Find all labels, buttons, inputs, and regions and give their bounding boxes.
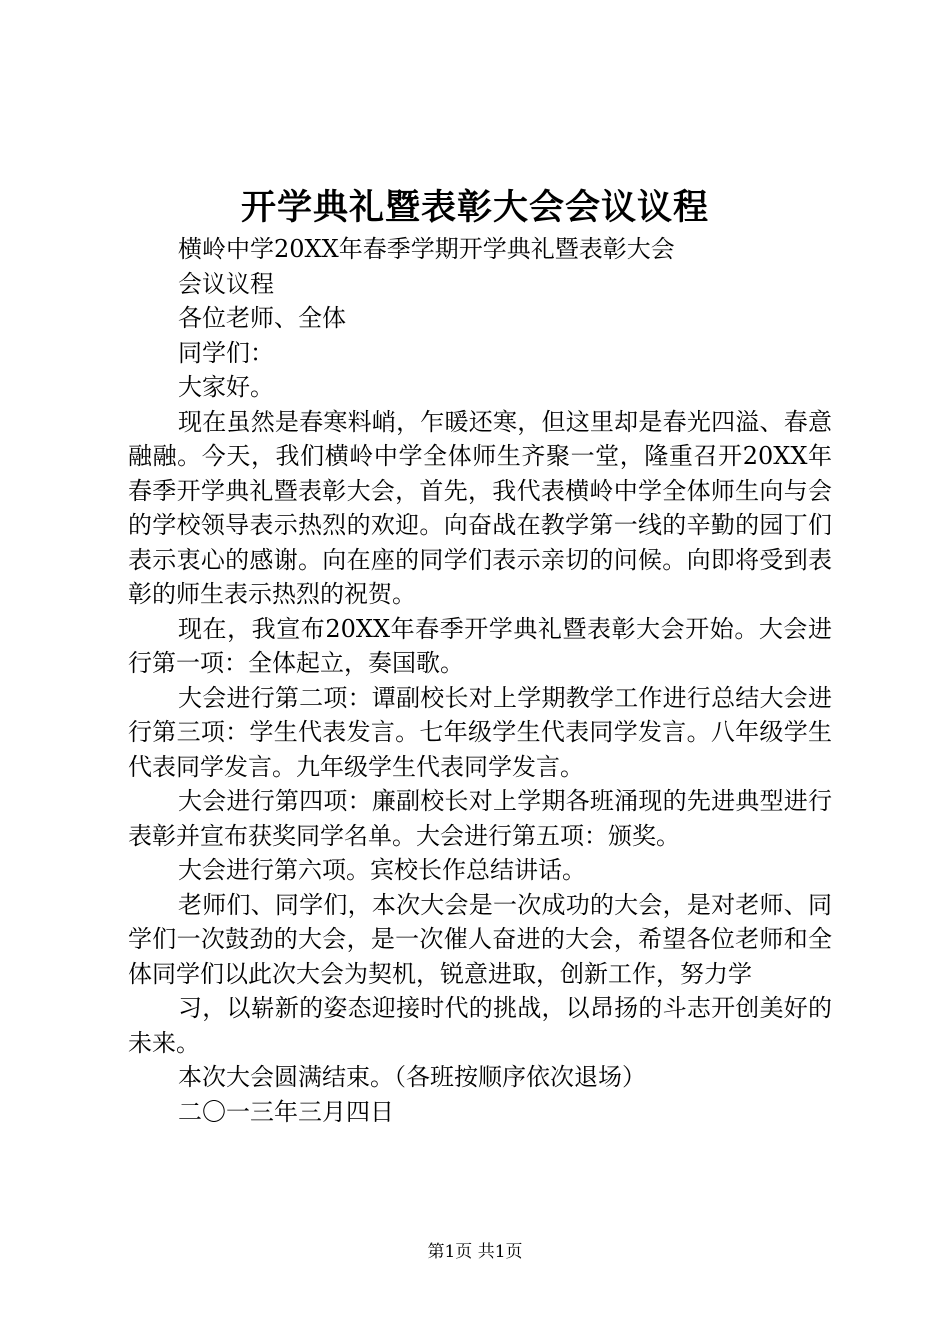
paragraph-conclusion: 本次大会圆满结束。（各班按顺序依次退场） xyxy=(178,1063,646,1091)
paragraph-hello: 大家好。 xyxy=(178,373,274,401)
paragraph-items-four-five: 大会进行第四项：廉副校长对上学期各班涌现的先进典型进行表彰并宣布获奖同学名单。大会进行第五项：颁奖。 xyxy=(128,787,832,850)
paragraph-greeting-students: 同学们： xyxy=(178,338,274,367)
paragraph-greeting-teachers: 各位老师、全体 xyxy=(178,304,346,332)
document-title: 开学典礼暨表彰大会会议议程 xyxy=(240,187,709,228)
paragraph-date: 二〇一三年三月四日 xyxy=(178,1097,394,1126)
paragraph-item-one: 现在，我宣布20XX年春季开学典礼暨表彰大会开始。大会进行第一项：全体起立，奏国歌。 xyxy=(128,614,832,677)
paragraph-items-two-three: 大会进行第二项：谭副校长对上学期教学工作进行总结大会进行第三项：学生代表发言。七年级学生代表同学发言。八年级学生代表同学发言。九年级学生代表同学发言。 xyxy=(128,683,832,781)
paragraph-school-event: 横岭中学20XX年春季学期开学典礼暨表彰大会 xyxy=(178,235,675,263)
page-footer: 第1页 共1页 xyxy=(427,1242,523,1262)
paragraph-item-six: 大会进行第六项。宾校长作总结讲话。 xyxy=(178,856,586,884)
document-body xyxy=(128,232,832,1129)
paragraph-agenda-heading: 会议议程 xyxy=(178,269,274,298)
paragraph-closing-remarks: 老师们、同学们，本次大会是一次成功的大会，是对老师、同学们一次鼓劲的大会，是一次催人奋进的大会，希望各位老师和全体同学们以此次大会为契机，锐意进取，创新工作，努力学 xyxy=(128,890,832,988)
paragraph-closing-continued: 习，以崭新的姿态迎接时代的挑战，以昂扬的斗志开创美好的未来。 xyxy=(128,994,832,1057)
paragraph-opening-remarks: 现在虽然是春寒料峭，乍暖还寒，但这里却是春光四溢、春意融融。今天，我们横岭中学全体师生齐聚一堂，隆重召开20XX年春季开学典礼暨表彰大会，首先，我代表横岭中学全体师生向与会的学校领导表示热烈的欢迎。向奋战在教学第一线的辛勤的园丁们表示衷心的感谢。向在座的同学们表示亲切的问候。向即将受到表彰的师生表示热烈的祝贺。 xyxy=(128,407,832,608)
